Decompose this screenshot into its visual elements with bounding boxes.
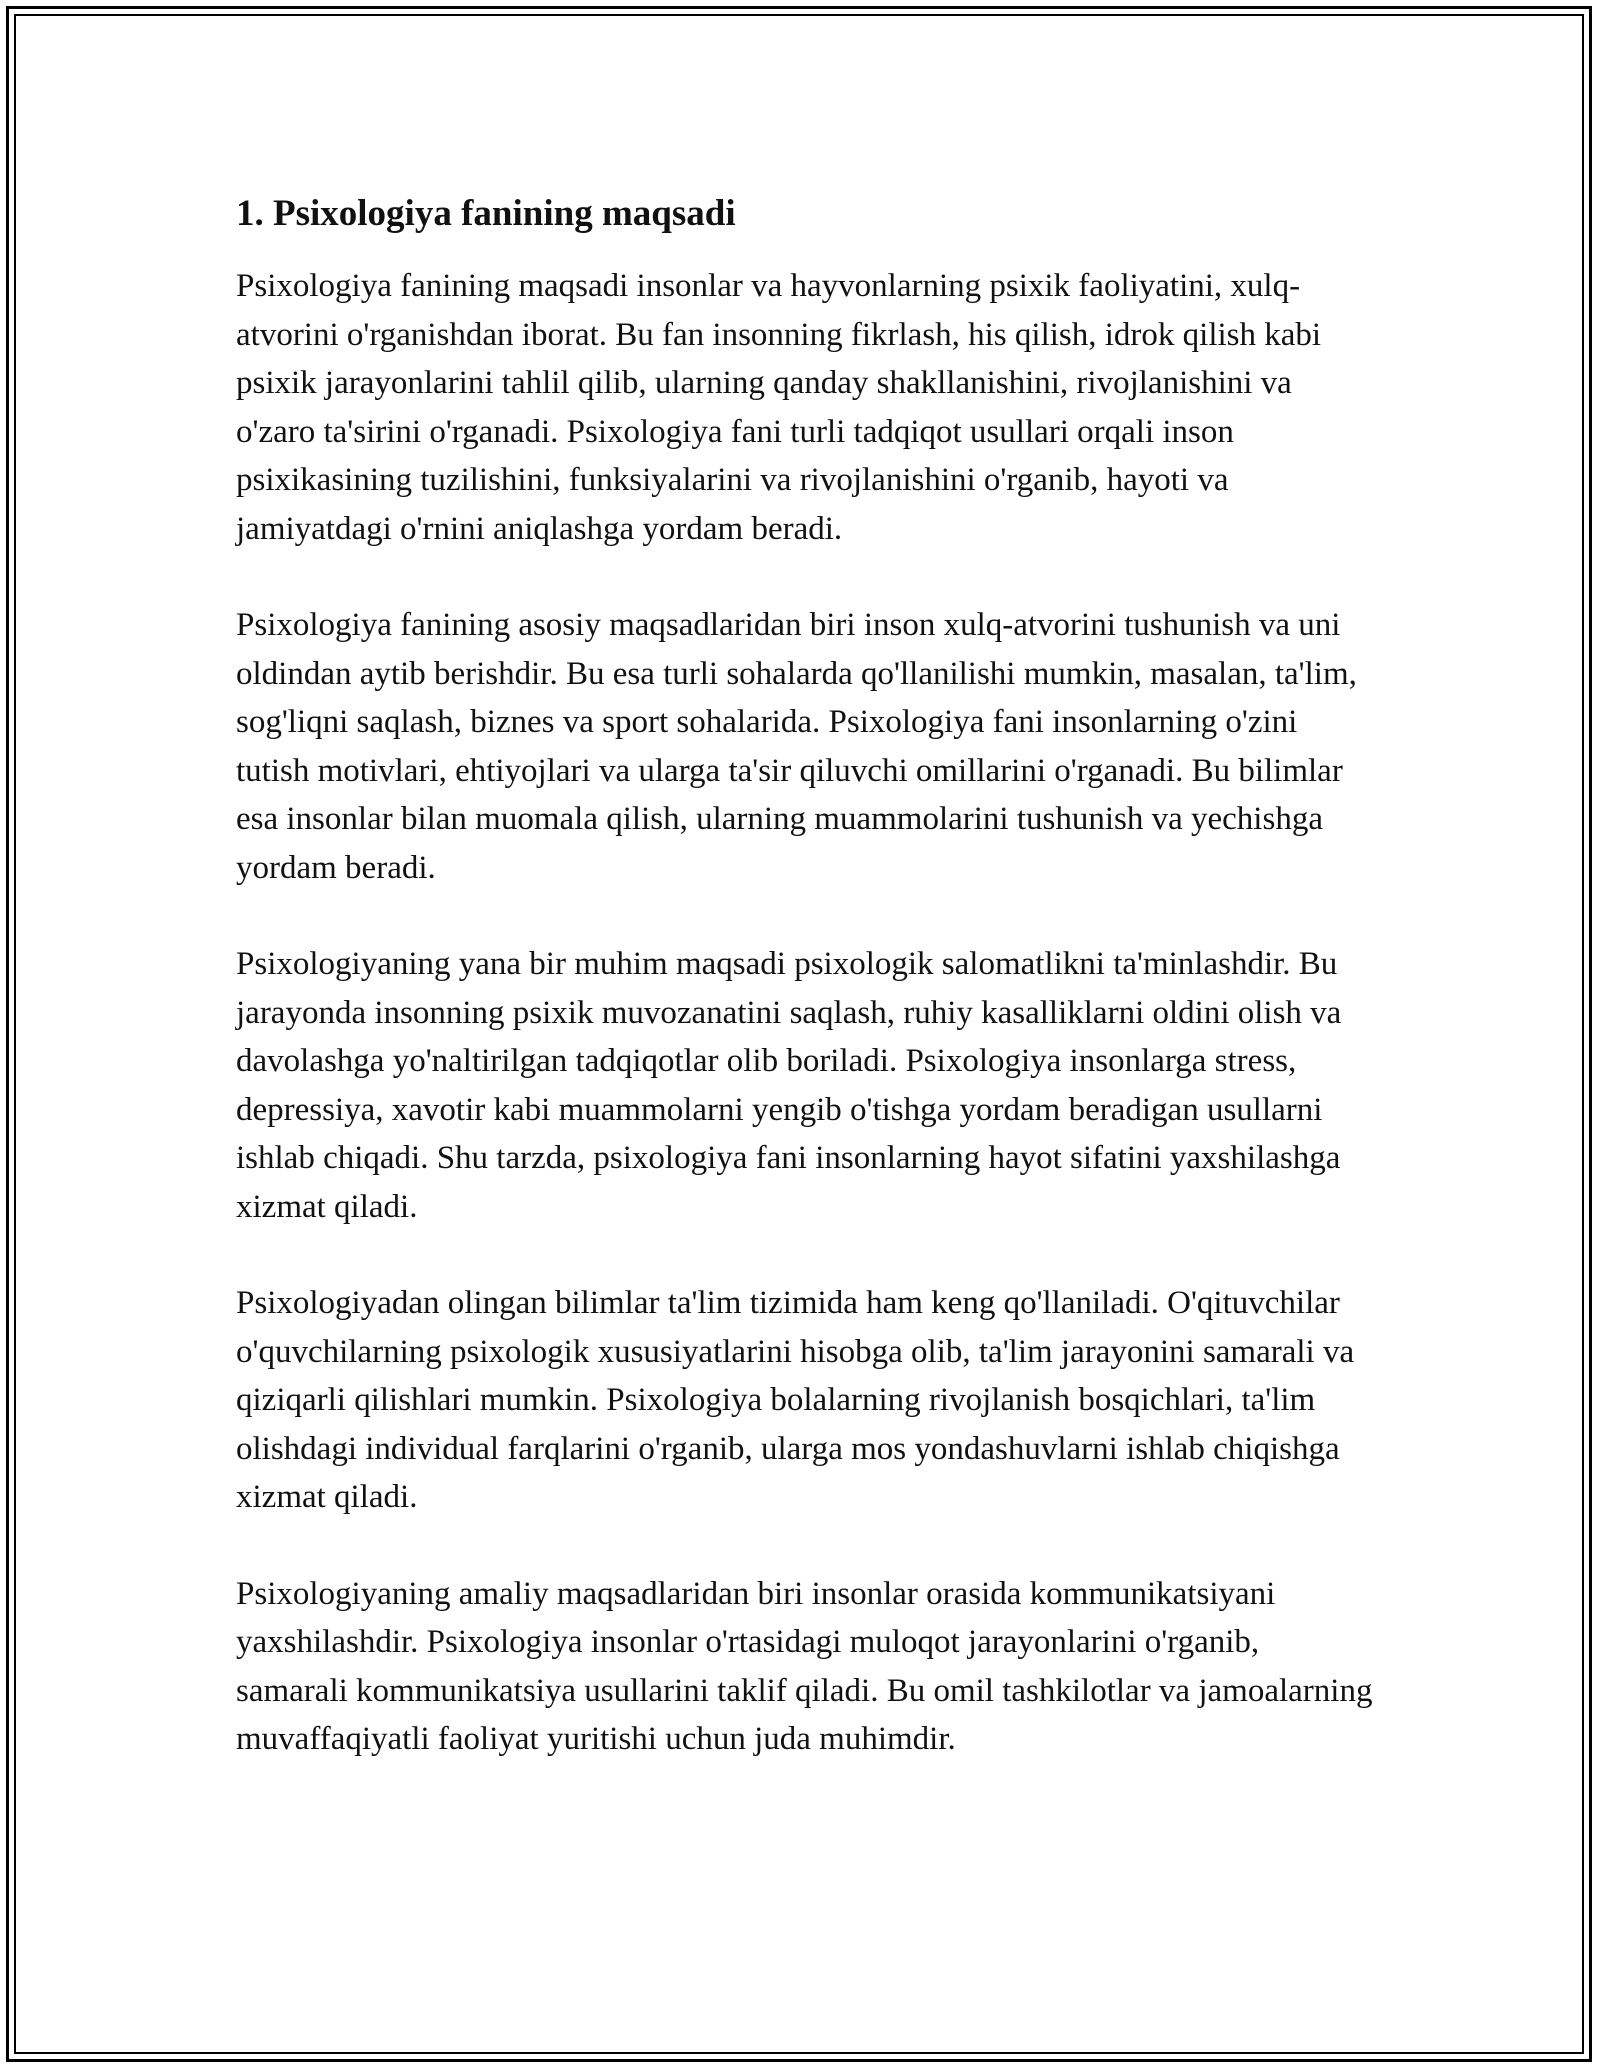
paragraph-5: Psixologiyaning amaliy maqsadlaridan biri insonlar orasida kommunikatsiyani yaxshilashdir. Psixologiya insonlar o'rtasidagi muloqot jarayonlarini o'rganib, samarali kommunikatsiya usullarini taklif qiladi. Bu omil tashkilotlar va jamoalarning muvaffaqiyatli faoliyat yuritishi uchun juda muhimdir. [236, 1575, 1373, 1757]
section-heading: 1. Psixologiya fanining maqsadi [236, 193, 736, 234]
paragraph-3: Psixologiyaning yana bir muhim maqsadi psixologik salomatlikni ta'minlashdir. Bu jarayonda insonning psixik muvozanatini saqlash, ruhiy kasalliklarni oldini olish va davolashga yo'naltirilgan tadqiqotlar olib boriladi. Psixologiya insonlarga stress, depressiya, xavotir kabi muammolarni yengib o'tishga yordam beradigan usullarni ishlab chiqadi. Shu tarzda, psixologiya fani insonlarning hayot sifatini yaxshilashga xizmat qiladi. [236, 946, 1342, 1225]
paragraph-2: Psixologiya fanining asosiy maqsadlaridan biri inson xulq-atvorini tushunish va uni oldindan aytib berishdir. Bu esa turli sohalarda qo'llanilishi mumkin, masalan, ta'lim, sog'liqni saqlash, biznes va sport sohalarida. Psixologiya fani insonlarning o'zini tutish motivlari, ehtiyojlari va ularga ta'sir qiluvchi omillarini o'rganadi. Bu bilimlar esa insonlar bilan muomala qilish, ularning muammolarini tushunish va yechishga yordam beradi. [236, 607, 1357, 886]
paragraph-1: Psixologiya fanining maqsadi insonlar va hayvonlarning psixik faoliyatini, xulq-atvorini o'rganishdan iborat. Bu fan insonning fikrlash, his qilish, idrok qilish kabi psixik jarayonlarini tahlil qilib, ularning qanday shakllanishini, rivojlanishini va o'zaro ta'sirini o'rganadi. Psixologiya fani turli tadqiqot usullari orqali inson psixikasining tuzilishini, funksiyalarini va rivojlanishini o'rganib, hayoti va jamiyatdagi o'rnini aniqlashga yordam beradi. [236, 268, 1322, 547]
document-body [236, 188, 1376, 1812]
paragraph-4: Psixologiyadan olingan bilimlar ta'lim tizimida ham keng qo'llaniladi. O'qituvchilar o'quvchilarning psixologik xususiyatlarini hisobga olib, ta'lim jarayonini samarali va qiziqarli qilishlari mumkin. Psixologiya bolalarning rivojlanish bosqichlari, ta'lim olishdagi individual farqlarini o'rganib, ularga mos yondashuvlarni ishlab chiqishga xizmat qiladi. [236, 1285, 1355, 1515]
